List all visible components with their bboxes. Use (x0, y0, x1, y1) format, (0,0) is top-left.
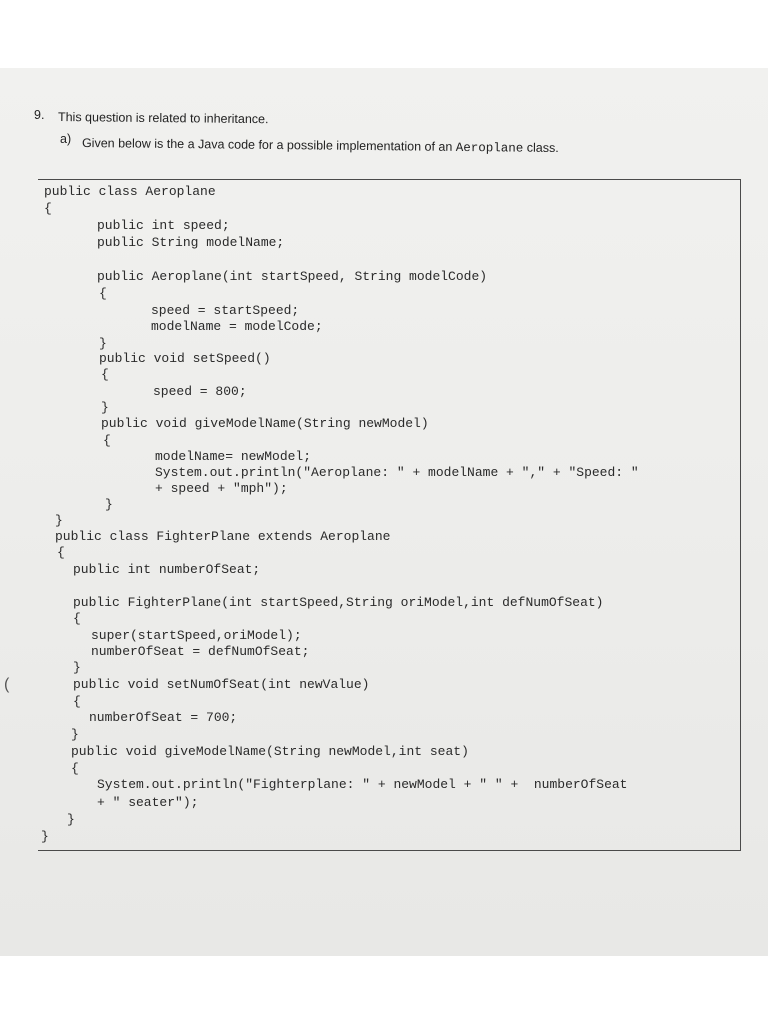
class-name-inline: Aeroplane (455, 140, 524, 156)
code-line: { (57, 545, 65, 560)
code-line: } (105, 497, 113, 512)
code-line: { (99, 286, 107, 301)
code-line: speed = startSpeed; (151, 303, 300, 318)
code-line: super(startSpeed,oriModel); (91, 628, 302, 643)
code-line: modelName = modelCode; (151, 319, 323, 334)
code-line: public FighterPlane(int startSpeed,String oriModel,int defNumOfSeat) (73, 595, 604, 610)
code-line: { (101, 367, 109, 382)
code-line: public int speed; (97, 218, 230, 233)
code-line: speed = 800; (153, 384, 247, 399)
code-line: { (103, 433, 111, 448)
code-line: public void giveModelName(String newModel) (101, 416, 429, 431)
code-line: public void setSpeed() (99, 351, 271, 366)
code-line: System.out.println("Aeroplane: " + modelName + "," + "Speed: " (155, 465, 639, 480)
code-line: System.out.println("Fighterplane: " + newModel + " " + numberOfSeat (97, 777, 628, 792)
code-line: } (99, 336, 107, 351)
code-line: } (41, 829, 49, 844)
question-number: 9. (34, 108, 45, 122)
code-line: numberOfSeat = 700; (89, 710, 238, 725)
code-line: } (55, 513, 63, 528)
code-line: modelName= newModel; (155, 449, 312, 464)
code-line: + " seater"); (97, 795, 199, 810)
code-line: public Aeroplane(int startSpeed, String modelCode) (97, 269, 488, 284)
bottom-margin (0, 956, 768, 1024)
code-line: public int numberOfSeat; (73, 562, 261, 577)
margin-mark: ( (4, 676, 10, 693)
code-line: { (71, 761, 79, 776)
part-label: a) (60, 132, 72, 146)
code-line: numberOfSeat = defNumOfSeat; (91, 644, 310, 659)
part-text-suffix: class. (526, 140, 559, 155)
code-line: public class FighterPlane extends Aeroplane (55, 529, 391, 544)
code-line: + speed + "mph"); (155, 481, 288, 496)
code-line: { (44, 201, 52, 216)
code-line: } (71, 727, 79, 742)
code-line: } (73, 660, 81, 675)
code-line: public void setNumOfSeat(int newValue) (73, 677, 370, 692)
code-line: public String modelName; (97, 235, 285, 250)
code-line: { (73, 611, 81, 626)
code-line: } (67, 812, 75, 827)
code-line: public class Aeroplane (44, 184, 216, 199)
code-line: } (101, 400, 109, 415)
part-text-main: Given below is the a Java code for a possible implementation of an (81, 136, 453, 154)
code-line: { (73, 694, 81, 709)
code-line: public void giveModelName(String newModel,int seat) (71, 744, 469, 759)
question-text: This question is related to inheritance. (57, 110, 269, 127)
top-margin (0, 0, 768, 68)
